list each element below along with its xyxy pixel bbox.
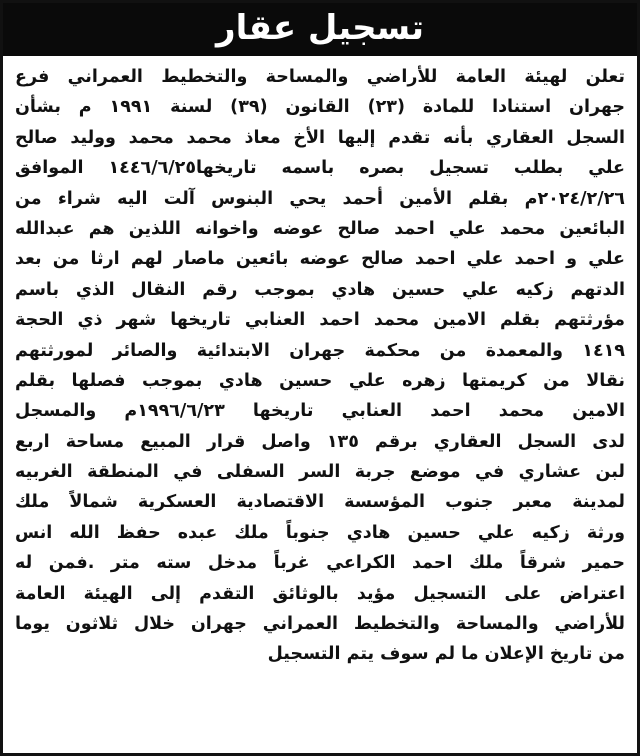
- notice-line: الامين محمد احمد العنابي تاريخها ١٩٩٦/٦/٢٣م والمسجل: [15, 401, 625, 422]
- notice-line: نقالا من كريمتها زهره علي حسين هادي بموجب فصلها بقلم: [15, 370, 625, 391]
- notice-line: للأراضي والمساحة والتخطيط العمراني جهران خلال ثلاثون يوما: [15, 614, 625, 635]
- notice-line: جهران استنادا للمادة (٢٣) القانون (٣٩) لسنة ١٩٩١ م بشأن: [15, 97, 625, 118]
- notice-title: تسجيل عقار: [216, 8, 424, 48]
- notice-line: اعتراض على التسجيل مؤيد بالوثائق التقدم إلى الهيئة العامة: [15, 583, 625, 604]
- notice-line: علي بطلب تسجيل بصره باسمه تاريخها١٤٤٦/٦/٢٥ الموافق: [15, 158, 625, 179]
- notice-line: البائعين محمد علي احمد صالح عوضه واخوانه اللذين هم عبدالله: [15, 218, 625, 239]
- notice-line: لدى السجل العقاري برقم ١٣٥ واصل قرار المبيع مساحة اربع: [15, 431, 625, 452]
- notice-line: ١٤١٩ والمعمدة من محكمة جهران الابتدائية والصائر لمورثتهم: [15, 340, 625, 361]
- notice-line: علي و احمد علي احمد صالح عوضه بائعين ماصار لهم ارثا من بعد: [15, 249, 625, 270]
- notice-body: [3, 56, 637, 670]
- title-bar: [3, 3, 637, 56]
- notice-line: ٢٠٢٤/٢/٢٦م بقلم الأمين أحمد يحي البنوس آلت اليه شراء من: [15, 188, 625, 209]
- notice-line-last: من تاريخ الإعلان ما لم سوف يتم التسجيل: [267, 644, 625, 665]
- notice-line: لبن عشاري في موضع جربة السر السفلى في المنطقة الغربيه: [15, 462, 625, 483]
- notice-line: تعلن لهيئة العامة للأراضي والمساحة والتخطيط العمراني فرع: [15, 67, 625, 87]
- notice-line: مؤرثتهم بقلم الامين محمد احمد العنابي تاريخها شهر ذي الحجة: [15, 310, 625, 331]
- notice-line: حمير شرقاً ملك احمد الكراعي غرباً مدخل سته متر .فمن له: [15, 553, 625, 574]
- notice-line: لمدينة معبر جنوب المؤسسة الاقتصادية العسكرية شمالاً ملك: [15, 492, 625, 513]
- notice-line: الدتهم زكيه علي حسين هادي بموجب رقم النقال الذي باسم: [15, 279, 625, 300]
- notice-line: ورثة زكيه علي حسين هادي جنوباً ملك عبده حفظ الله انس: [15, 522, 625, 543]
- notice-line: السجل العقاري بأنه تقدم إليها الأخ معاذ محمد محمد ووليد صالح: [15, 127, 625, 148]
